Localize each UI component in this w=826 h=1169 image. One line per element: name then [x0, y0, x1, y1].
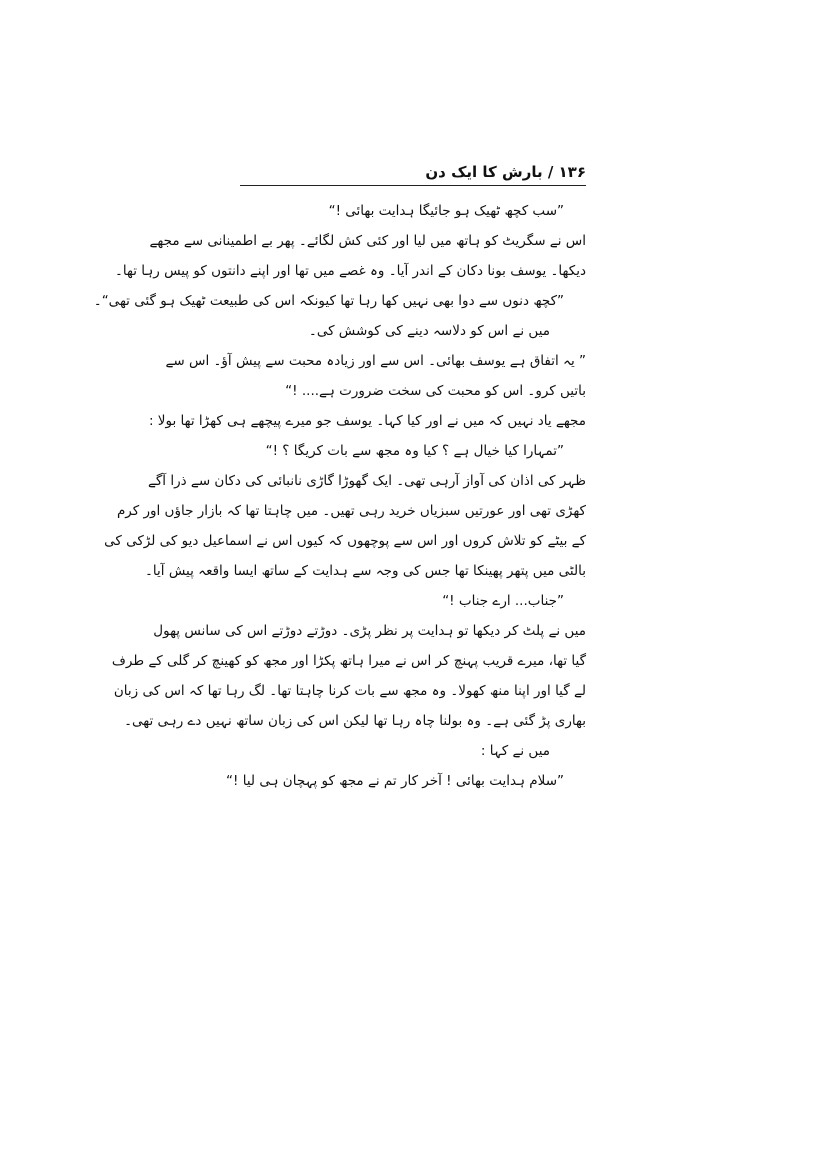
text-line: میں نے پلٹ کر دیکھا تو ہدایت پر نظر پڑی۔ دوڑتے دوڑتے اس کی سانس پھول	[153, 623, 586, 639]
page-header	[240, 160, 586, 184]
text-line: میں نے اس کو دلاسہ دینے کی کوشش کی۔	[308, 323, 550, 339]
text-line: گیا تھا، میرے قریب پہنچ کر اس نے میرا ہاتھ پکڑا اور مجھ کو کھینچ کر گلی کے طرف	[111, 653, 586, 669]
running-header-title: ۱۳۶ / بارش کا ایک دن	[425, 163, 586, 181]
text-line: میں نے کہا :	[480, 743, 550, 759]
text-line: ”تمہارا کیا خیال ہے ؟ کیا وہ مجھ سے بات کریگا ؟ !“	[265, 443, 564, 459]
text-line: ”کچھ دنوں سے دوا بھی نہیں کھا رہا تھا کیونکہ اس کی طبیعت ٹھیک ہو گئی تھی“۔	[93, 293, 564, 309]
text-line: ظہر کی اذان کی آواز آرہی تھی۔ ایک گھوڑا گاڑی نانبائی کی دکان سے ذرا آگے	[147, 473, 586, 489]
text-line: ”سب کچھ ٹھیک ہو جائیگا ہدایت بھائی !“	[328, 203, 564, 219]
text-line: مجھے یاد نہیں کہ میں نے اور کیا کہا۔ یوسف جو میرے پیچھے ہی کھڑا تھا بولا :	[148, 413, 586, 429]
text-line: ” یہ اتفاق ہے یوسف بھائی۔ اس سے اور زیادہ محبت سے پیش آؤ۔ اس سے	[165, 353, 586, 369]
text-line: ”جناب... ارے جناب !“	[442, 593, 564, 609]
body-text	[93, 196, 586, 796]
text-line: بالٹی میں پتھر پھینکا تھا جس کی وجہ سے ہدایت کے ساتھ ایسا واقعہ پیش آیا۔	[145, 563, 586, 579]
text-line: کھڑی تھی اور عورتیں سبزیاں خرید رہی تھیں۔ میں چاہتا تھا کہ بازار جاؤں اور کرم	[116, 503, 586, 519]
text-line: لے گیا اور اپنا منھ کھولا۔ وہ مجھ سے بات کرنا چاہتا تھا۔ لگ رہا تھا کہ اس کی زبان	[113, 683, 586, 699]
text-line: کے بیٹے کو تلاش کروں اور اس سے پوچھوں کہ کیوں اس نے اسماعیل دیو کی لڑکی کی	[104, 533, 586, 549]
text-line: ”سلام ہدایت بھائی ! آخر کار تم نے مجھ کو پہچان ہی لیا !“	[226, 773, 564, 789]
text-line: دیکھا۔ یوسف بونا دکان کے اندر آیا۔ وہ غصے میں تھا اور اپنے دانتوں کو پیس رہا تھا۔	[114, 263, 586, 279]
header-rule	[240, 185, 586, 186]
text-line: اس نے سگریٹ کو ہاتھ میں لیا اور کئی کش لگائے۔ پھر بے اطمینانی سے مجھے	[149, 233, 586, 249]
text-line: باتیں کرو۔ اس کو محبت کی سخت ضرورت ہے.... !“	[285, 383, 586, 399]
text-line: بھاری پڑ گئی ہے۔ وہ بولنا چاہ رہا تھا لیکن اس کی زبان ساتھ نہیں دے رہی تھی۔	[124, 713, 586, 729]
